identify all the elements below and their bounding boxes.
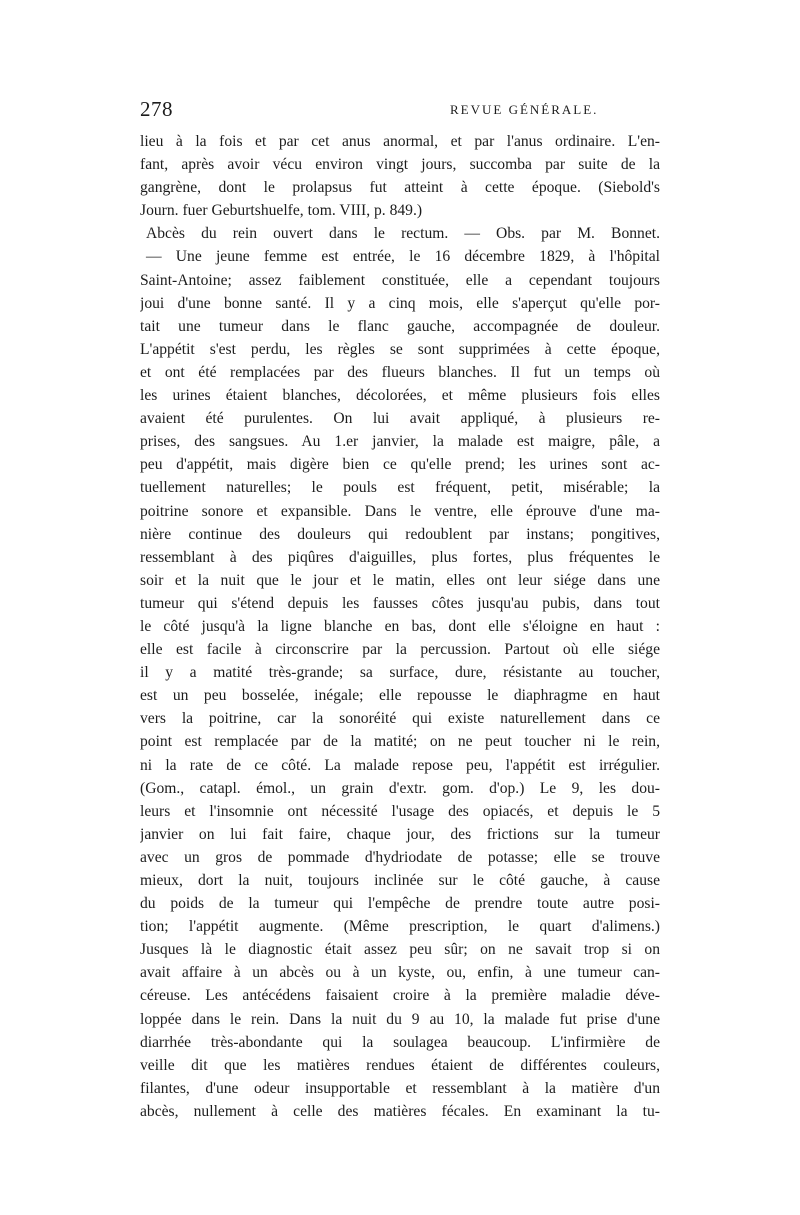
text-line: soir et la nuit que le jour et le matin, elles ont leur siége dans une bbox=[140, 571, 660, 589]
text-line: Journ. fuer Geburtshuelfe, tom. VIII, p. 849.) bbox=[140, 202, 423, 220]
page-number: 278 bbox=[140, 97, 173, 121]
section-heading-line: Abcès du rein ouvert dans le rectum. — Obs. par M. Bonnet. bbox=[146, 225, 660, 243]
text-line: filantes, d'une odeur insupportable et ressemblant à la matière d'un bbox=[140, 1079, 660, 1097]
text-line: est un peu bosselée, inégale; elle repousse le diaphragme en haut bbox=[140, 687, 660, 705]
text-line: peu d'appétit, mais digère bien ce qu'elle prend; les urines sont ac- bbox=[140, 456, 660, 474]
page-header bbox=[140, 97, 660, 121]
text-line: Jusques là le diagnostic était assez peu sûr; on ne savait trop si on bbox=[140, 941, 660, 959]
text-line: vers la poitrine, car la sonoréité qui existe naturellement dans ce bbox=[140, 710, 660, 728]
text-line: céreuse. Les antécédens faisaient croire à la première maladie déve- bbox=[140, 987, 660, 1005]
text-line: il y a matité très-grande; sa surface, dure, résistante au toucher, bbox=[140, 664, 660, 682]
text-line: nière continue des douleurs qui redoublent par instans; pongitives, bbox=[140, 525, 660, 543]
text-line: poitrine sonore et expansible. Dans le ventre, elle éprouve d'une ma- bbox=[140, 502, 660, 520]
text-line: tait une tumeur dans le flanc gauche, accompagnée de douleur. bbox=[140, 317, 660, 335]
text-line: L'appétit s'est perdu, les règles se sont supprimées à cette époque, bbox=[140, 340, 660, 358]
text-line: mieux, dort la nuit, toujours inclinée sur le côté gauche, à cause bbox=[140, 872, 660, 889]
text-line: avait affaire à un abcès ou à un kyste, ou, enfin, à une tumeur can- bbox=[140, 964, 660, 982]
text-line: veille dit que les matières rendues étaient de différentes couleurs, bbox=[140, 1056, 660, 1074]
text-line: du poids de la tumeur qui l'empêche de prendre toute autre posi- bbox=[140, 895, 660, 913]
text-line: les urines étaient blanches, décolorées, et même plusieurs fois elles bbox=[140, 387, 660, 405]
text-line: janvier on lui fait faire, chaque jour, des frictions sur la tumeur bbox=[140, 825, 660, 843]
text-line: joui d'une bonne santé. Il y a cinq mois, elle s'aperçut qu'elle por- bbox=[140, 294, 660, 312]
text-line: abcès, nullement à celle des matières fécales. En examinant la tu- bbox=[140, 1102, 660, 1120]
text-line: leurs et l'insomnie ont nécessité l'usage des opiacés, et depuis le 5 bbox=[140, 802, 660, 820]
text-line: le côté jusqu'à la ligne blanche en bas, dont elle s'éloigne en haut : bbox=[140, 617, 660, 635]
text-line: elle est facile à circonscrire par la percussion. Partout où elle siége bbox=[140, 641, 660, 659]
text-line: avaient été purulentes. On lui avait appliqué, à plusieurs re- bbox=[140, 410, 660, 428]
text-line: diarrhée très-abondante qui la soulagea beaucoup. L'infirmière de bbox=[140, 1033, 660, 1051]
text-line: point est remplacée par de la matité; on ne peut toucher ni le rein, bbox=[140, 733, 660, 751]
text-line: Saint-Antoine; assez faiblement constituée, elle a cependant toujours bbox=[140, 271, 660, 289]
running-title: REVUE GÉNÉRALE. bbox=[450, 102, 599, 117]
text-line: lieu à la fois et par cet anus anormal, et par l'anus ordinaire. L'en- bbox=[140, 133, 660, 150]
text-line: tumeur qui s'étend depuis les fausses côtes jusqu'au pubis, dans tout bbox=[140, 594, 660, 612]
text-line: loppée dans le rein. Dans la nuit du 9 au 10, la malade fut prise d'une bbox=[140, 1010, 660, 1028]
body-text bbox=[140, 130, 660, 1123]
text-line: fant, après avoir vécu environ vingt jours, succomba par suite de la bbox=[140, 156, 660, 174]
text-line: ressemblant à des piqûres d'aiguilles, plus fortes, plus fréquentes le bbox=[140, 548, 660, 566]
text-line: prises, des sangsues. Au 1.er janvier, la malade est maigre, pâle, a bbox=[140, 433, 660, 451]
text-line: — Une jeune femme est entrée, le 16 décembre 1829, à l'hôpital bbox=[146, 248, 660, 266]
text-line: et ont été remplacées par des flueurs blanches. Il fut un temps où bbox=[140, 363, 660, 381]
text-line: avec un gros de pommade d'hydriodate de potasse; elle se trouve bbox=[140, 848, 660, 866]
text-line: ni la rate de ce côté. La malade repose peu, l'appétit est irrégulier. bbox=[140, 756, 660, 774]
text-line: gangrène, dont le prolapsus fut atteint à cette époque. (Siebold's bbox=[140, 179, 660, 197]
text-line: tion; l'appétit augmente. (Même prescription, le quart d'alimens.) bbox=[140, 918, 660, 936]
text-line: (Gom., catapl. émol., un grain d'extr. gom. d'op.) Le 9, les dou- bbox=[140, 779, 660, 797]
text-line: tuellement naturelles; le pouls est fréquent, petit, misérable; la bbox=[140, 479, 660, 497]
